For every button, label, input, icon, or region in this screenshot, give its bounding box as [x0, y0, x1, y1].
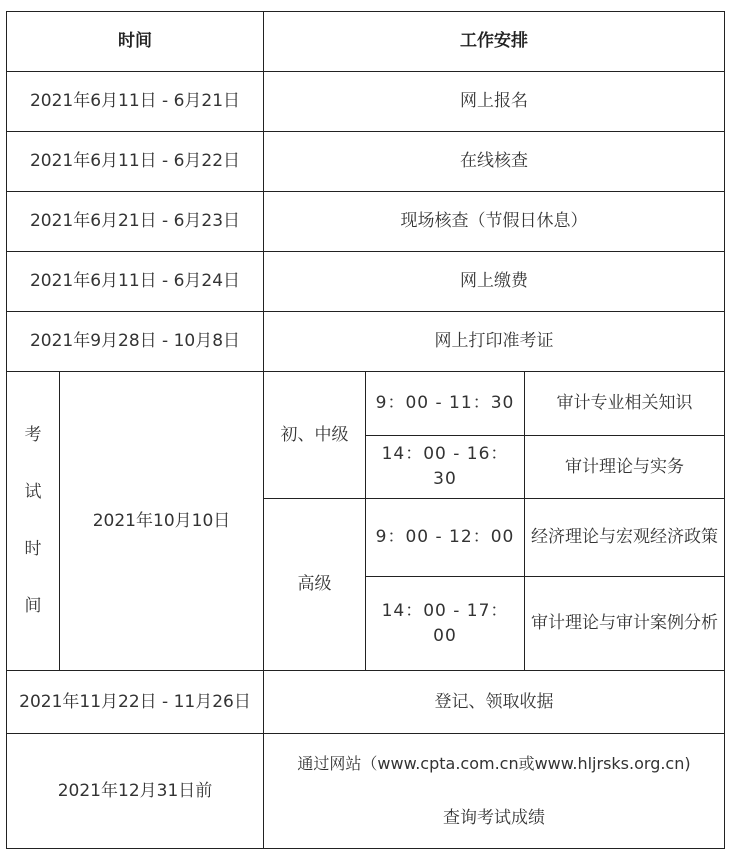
score-query-text: 查询考试成绩: [443, 808, 546, 828]
row-date: 2021年6月21日 - 6月23日: [7, 192, 264, 252]
table-row: [7, 132, 725, 192]
session-time: 14：00 - 16：30: [366, 436, 525, 499]
session-subject: 审计理论与审计案例分析: [525, 577, 725, 671]
session-time: 14：00 - 17：00: [366, 577, 525, 671]
session-time: 9：00 - 12：00: [366, 499, 525, 577]
exam-label-char: 考: [24, 425, 42, 445]
table-row: [7, 671, 725, 734]
row-work: [264, 734, 725, 849]
row-date: 2021年9月28日 - 10月8日: [7, 312, 264, 372]
exam-date: 2021年10月10日: [60, 372, 264, 671]
exam-label-char: 试: [24, 482, 42, 502]
session-subject: 经济理论与宏观经济政策: [525, 499, 725, 577]
score-website-text: 通过网站（www.cpta.com.cn或www.hljrsks.org.cn): [297, 754, 691, 773]
table-row: [7, 734, 725, 849]
exam-time-label: [7, 372, 60, 671]
row-date: 2021年6月11日 - 6月22日: [7, 132, 264, 192]
session-time: 9：00 - 11：30: [366, 372, 525, 436]
table-row: [7, 312, 725, 372]
exam-level: 高级: [264, 499, 366, 671]
exam-schedule-table: [6, 11, 725, 849]
row-work: 在线核查: [264, 132, 725, 192]
table-header-row: [7, 12, 725, 72]
session-subject: 审计理论与实务: [525, 436, 725, 499]
header-time: 时间: [7, 12, 264, 72]
row-date: 2021年6月11日 - 6月21日: [7, 72, 264, 132]
exam-label-char: 间: [24, 596, 42, 616]
row-date: 2021年6月11日 - 6月24日: [7, 252, 264, 312]
header-work: 工作安排: [264, 12, 725, 72]
row-work: 现场核查（节假日休息）: [264, 192, 725, 252]
row-work: 网上缴费: [264, 252, 725, 312]
exam-label-char: 时: [24, 539, 42, 559]
row-date: 2021年12月31日前: [7, 734, 264, 849]
exam-level: 初、中级: [264, 372, 366, 499]
row-date: 2021年11月22日 - 11月26日: [7, 671, 264, 734]
table-row: [7, 192, 725, 252]
row-work: 网上打印准考证: [264, 312, 725, 372]
row-work: 网上报名: [264, 72, 725, 132]
table-row: [7, 252, 725, 312]
session-subject: 审计专业相关知识: [525, 372, 725, 436]
table-row: [7, 72, 725, 132]
exam-row: [7, 372, 725, 436]
row-work: 登记、领取收据: [264, 671, 725, 734]
